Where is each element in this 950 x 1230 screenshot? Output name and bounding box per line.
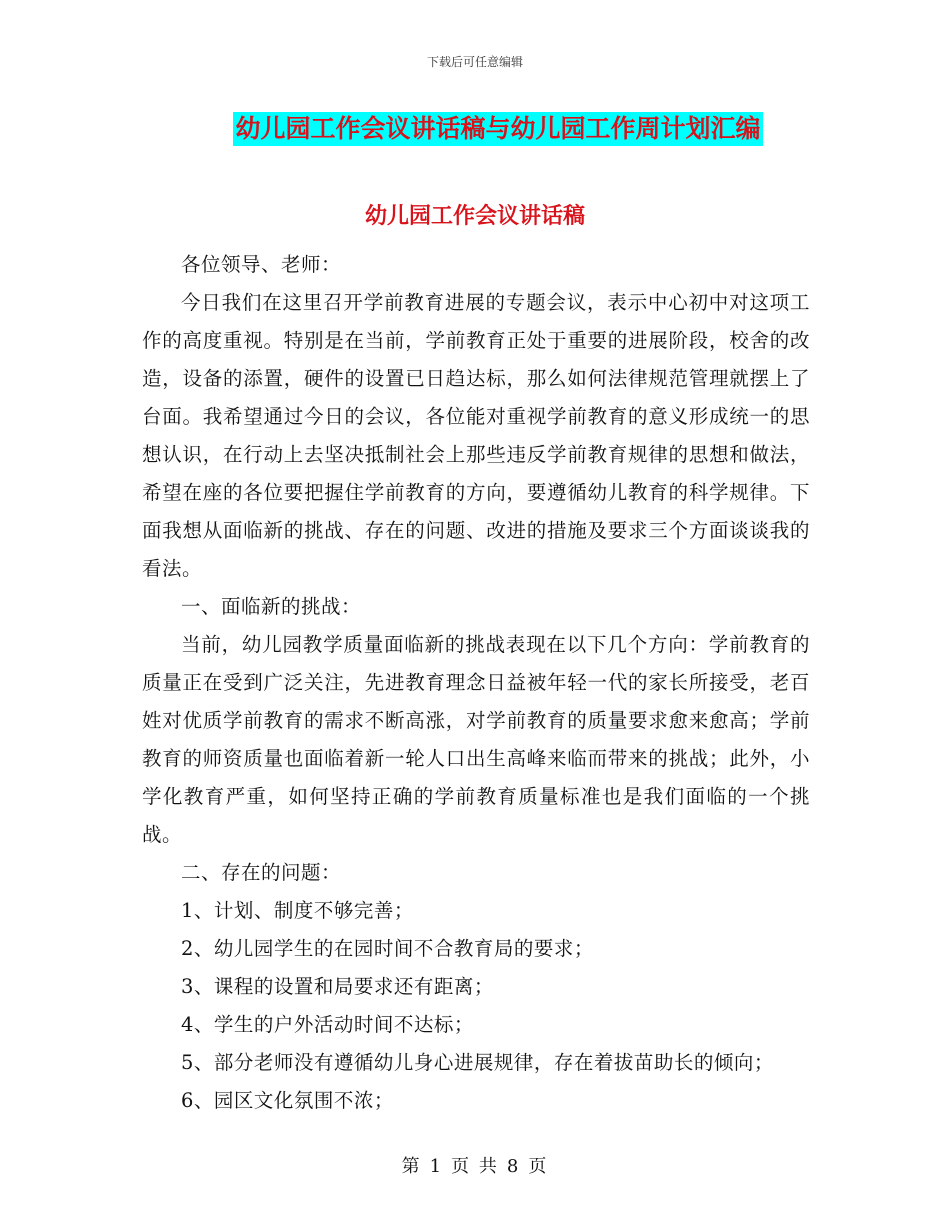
page-number: 1 <box>429 1156 444 1177</box>
footer-middle: 页 共 <box>451 1156 499 1177</box>
footer-suffix: 页 <box>528 1156 549 1177</box>
list-item: 4、学生的户外活动时间不达标； <box>181 1013 474 1036</box>
paragraph-challenges: 当前，幼儿园教学质量面临新的挑战表现在以下几个方向：学前教育的质量正在受到广泛关注，先进教育理念日益被年轻一代的家长所接受，老百姓对优质学前教育的需求不断高涨，对学前教育的质量要求愈来愈高；学前教育的师资质量也面临着新一轮人口出生高峰来临而带来的挑战；此外，小学化教育严重，如何坚持正确的学前教育质量标准也是我们面临的一个挑战。 <box>142 633 810 846</box>
body-text <box>142 246 810 1120</box>
list-item: 5、部分老师没有遵循幼儿身心进展规律，存在着拔苗助长的倾向； <box>181 1051 774 1074</box>
main-title-wrap <box>0 112 950 146</box>
list-item: 6、园区文化氛围不浓； <box>181 1089 394 1112</box>
paragraph-intro: 今日我们在这里召开学前教育进展的专题会议，表示中心初中对这项工作的高度重视。特别是在当前，学前教育正处于重要的进展阶段，校舍的改造，设备的添置，硬件的设置已日趋达标，那么如何法律规范管理就摆上了台面。我希望通过今日的会议，各位能对重视学前教育的意义形成统一的思想认识，在行动上去坚决抵制社会上那些违反学前教育规律的思想和做法，希望在座的各位要把握住学前教育的方向，要遵循幼儿教育的科学规律。下面我想从面临新的挑战、存在的问题、改进的措施及要求三个方面谈谈我的看法。 <box>142 291 810 580</box>
list-item: 1、计划、制度不够完善； <box>181 899 414 922</box>
footer-prefix: 第 <box>401 1156 422 1177</box>
page-total: 8 <box>506 1156 521 1177</box>
heading-problems: 二、存在的问题： <box>181 861 342 884</box>
page-footer <box>0 1152 950 1178</box>
header-note: 下载后可任意编辑 <box>426 55 523 69</box>
section-title: 幼儿园工作会议讲话稿 <box>364 204 585 229</box>
main-title: 幼儿园工作会议讲话稿与幼儿园工作周计划汇编 <box>233 112 762 146</box>
list-item: 3、课程的设置和局要求还有距离； <box>181 975 494 998</box>
list-item: 2、幼儿园学生的在园时间不合教育局的要求； <box>181 937 594 960</box>
salutation: 各位领导、老师： <box>181 253 342 276</box>
heading-challenges: 一、面临新的挑战： <box>181 595 362 618</box>
